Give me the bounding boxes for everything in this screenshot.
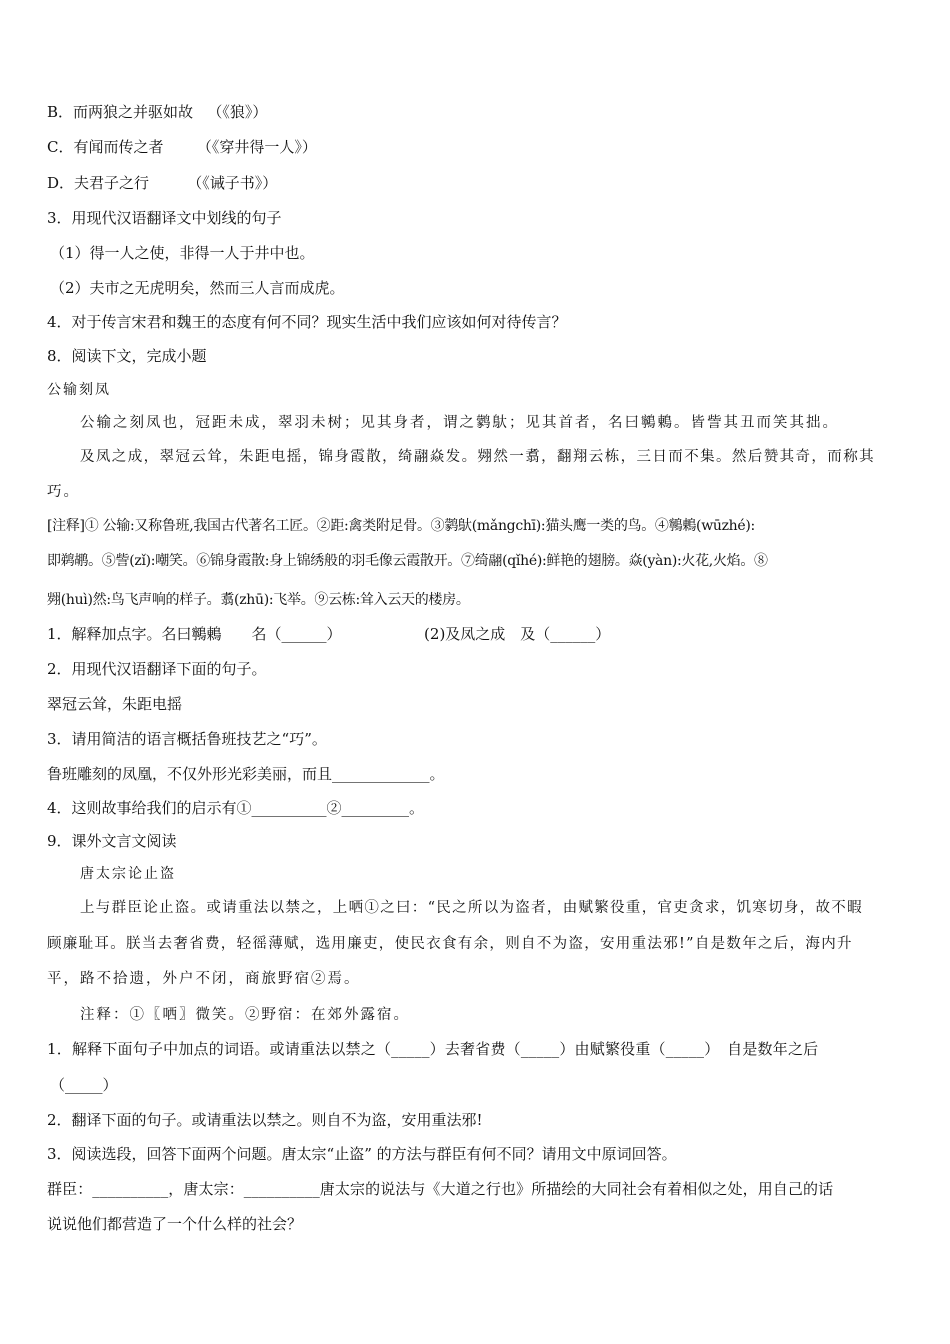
option-label: B． <box>47 103 74 121</box>
q8-notes-line2: 即鹈鹕。⑤訾(zǐ):嘲笑。⑥锦身霞散:身上锦绣般的羽毛像云霞散开。⑦绮翮(qǐhé):鲜艳的翅膀。焱(yàn):火花,火焰。⑧ <box>47 553 768 569</box>
q8-question-1: 1．解释加点字。名曰鸋鶇 名（______） (2)及凤之成 及（______） <box>47 625 611 643</box>
q8-question-2: 2．用现代汉语翻译下面的句子。 <box>47 660 267 678</box>
option-label: C． <box>47 138 74 156</box>
q9-notes: 注释：①〖哂〗微笑。②野宿：在郊外露宿。 <box>80 1007 410 1023</box>
q7-question-3: 3．用现代汉语翻译文中划线的句子 <box>47 209 282 227</box>
q9-question-3: 3．阅读选段，回答下面两个问题。唐太宗“止盗” 的方法与群臣有何不同？请用文中原词回答。 <box>47 1145 677 1163</box>
q8-notes-line1: [注释]① 公输:又称鲁班,我国古代著名工匠。②距:禽类附足骨。③鹲䲦(mǎngchī):猫头鹰一类的鸟。④鸋鶇(wūzhé): <box>47 518 755 534</box>
q8-passage-para1: 公输之刻凤也，冠距未成，翠羽未树；见其身者，谓之鹲䲦；见其首者，名曰鸋鶇。皆訾其丑而笑其拙。 <box>80 415 839 431</box>
option-c <box>47 137 317 157</box>
option-source: （《穿井得一人》） <box>196 138 317 156</box>
q9-heading: 9．课外文言文阅读 <box>47 832 177 850</box>
q9-question-3-line3: 说说他们都营造了一个什么样的社会？ <box>47 1215 303 1233</box>
option-source: （《狼》） <box>207 103 268 121</box>
q9-passage-title: 唐太宗论止盗 <box>80 866 176 882</box>
q8-question-2-sentence: 翠冠云耸，朱距电摇 <box>47 695 183 713</box>
option-source: （《诫子书》） <box>187 174 278 192</box>
option-b <box>47 102 267 122</box>
option-text: 有闻而传之者 <box>73 138 164 156</box>
option-d <box>47 173 277 193</box>
q9-question-1-line1: 1．解释下面句子中加点的词语。或请重法以禁之（_____）去奢省费（_____）由赋繁役重（_____） 自是数年之后 <box>47 1040 819 1058</box>
q8-notes-line3: 翙(huì)然:鸟飞声响的样子。翥(zhū):飞举。⑨云栋:耸入云天的楼房。 <box>47 592 470 608</box>
q8-question-3-fill: 鲁班雕刻的凤凰，不仅外形光彩美丽，而且_____________。 <box>47 765 445 783</box>
q9-passage-line1: 上与群臣论止盗。或请重法以禁之，上哂①之曰：“民之所以为盗者，由赋繁役重，官吏贪求，饥寒切身，故不暇 <box>80 900 863 916</box>
q9-question-2: 2．翻译下面的句子。或请重法以禁之。则自不为盗，安用重法邪! <box>47 1111 483 1129</box>
q9-question-3-line2: 群臣：__________，唐太宗：__________唐太宗的说法与《大道之行也》所描绘的大同社会有着相似之处，用自己的话 <box>47 1180 834 1198</box>
q8-passage-para2-line2: 巧。 <box>47 484 80 500</box>
option-text: 夫君子之行 <box>74 174 150 192</box>
q9-passage-line2: 顾廉耻耳。朕当去奢省费，轻徭薄赋，选用廉吏，使民衣食有余，则自不为盗，安用重法邪!”自是数年之后，海内升 <box>47 936 853 952</box>
option-text: 而两狼之并驱如故 <box>73 103 194 121</box>
q7-question-3-1: （1）得一人之使，非得一人于井中也。 <box>50 244 315 262</box>
q8-passage-para2-line1: 及凤之成，翠冠云耸，朱距电摇，锦身霞散，绮翮焱发。翙然一翥，翻翔云栋，三日而不集。然后赞其奇，而称其 <box>80 449 875 465</box>
q8-passage-title: 公输刻凤 <box>47 382 111 398</box>
q8-question-3: 3．请用简洁的语言概括鲁班技艺之“巧”。 <box>47 730 327 748</box>
q7-question-4: 4．对于传言宋君和魏王的态度有何不同？现实生活中我们应该如何对待传言？ <box>47 313 567 331</box>
q9-question-1-line2: （_____） <box>50 1076 118 1094</box>
q8-heading: 8．阅读下文，完成小题 <box>47 347 207 365</box>
option-label: D． <box>47 174 75 192</box>
q7-question-3-2: （2）夫市之无虎明矣，然而三人言而成虎。 <box>50 279 345 297</box>
q9-passage-line3: 平，路不拾遗，外户不闭，商旅野宿②焉。 <box>47 971 361 987</box>
q8-question-4: 4．这则故事给我们的启示有①__________②_________。 <box>47 799 425 817</box>
